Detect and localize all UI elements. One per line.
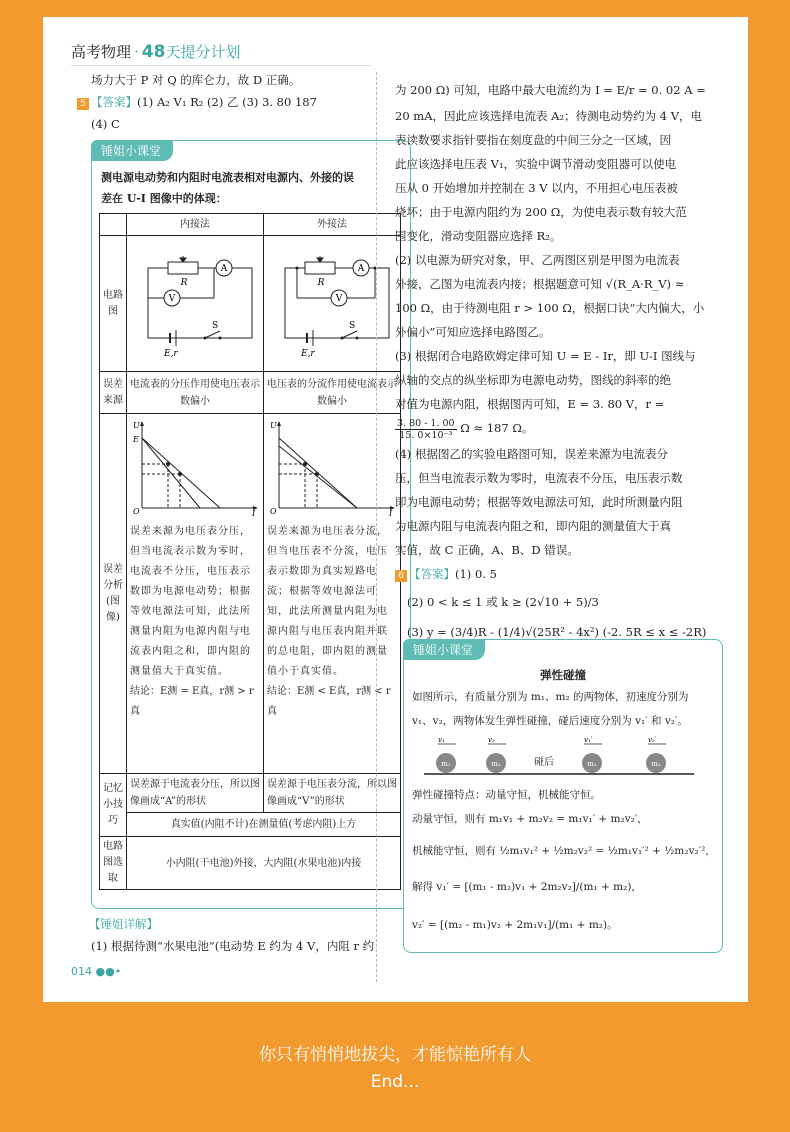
text-line: 围变化，滑动变阻器应选择 R₂。 [395, 229, 562, 243]
slogan: 你只有悄悄地拔尖，才能惊艳所有人 [259, 1045, 531, 1065]
answer-label: 【答案】 [409, 567, 455, 581]
detail-line: (1) 根据待测“水果电池”(电动势 E 约为 4 V，内阻 r 约 [91, 939, 375, 953]
svg-text:I: I [389, 509, 393, 516]
tip-box-title: 差在 U-I 图像中的体现： [101, 192, 227, 205]
svg-text:v₂′: v₂′ [648, 736, 657, 744]
svg-text:V: V [168, 294, 176, 304]
memory-common: 真实值(内阻不计)在测量值(考虑内阻)上方 [127, 813, 401, 837]
page-number: 014 ●●• [71, 965, 122, 978]
end-text: End... [370, 1072, 420, 1092]
svg-text:v₁′: v₁′ [584, 736, 593, 744]
book-title: 高考物理 [71, 43, 132, 61]
fraction-numerator: 3. 80 - 1. 00 [397, 417, 455, 429]
text-line: 如图所示，有质量分别为 m₁、m₂ 的两物体，初速度分别为 [412, 691, 689, 703]
text-line: 纵轴的交点的纵坐标即为电源电动势，图线的斜率的绝 [395, 373, 671, 387]
conclusion-outer: 结论：E测 < E真，r测 < r真 [267, 686, 391, 717]
col-header-outer: 外接法 [264, 214, 401, 236]
svg-text:E,r: E,r [301, 349, 315, 359]
text-line: 即为电源电动势；根据等效电源法可知，此时所测量内阻 [395, 495, 683, 509]
svg-text:S: S [349, 321, 356, 331]
source-inner: 电流表的分压作用使电压表示数偏小 [127, 372, 264, 414]
svg-text:I: I [252, 509, 256, 516]
question-badge: 5 [77, 98, 89, 110]
collision-diagram [424, 736, 694, 780]
fraction [395, 418, 457, 441]
svg-text:A: A [220, 264, 228, 274]
header-separator: · [134, 43, 139, 61]
answer-label: 【答案】 [91, 95, 137, 109]
svg-text:E: E [133, 435, 139, 444]
svg-text:O: O [133, 507, 140, 516]
page-header [71, 41, 240, 62]
text-line: 外偏小”可知应选择电路图乙。 [395, 325, 551, 339]
svg-text:O: O [270, 507, 277, 516]
text-line: (4) 根据图乙的实验电路图可知，误差来源为电流表分 [395, 447, 668, 461]
circuit-diagram-outer [267, 238, 397, 363]
col-header-inner: 内接法 [127, 214, 264, 236]
row-label-analysis: 误差分析(图像) [100, 414, 127, 774]
svg-text:E,r: E,r [164, 349, 178, 359]
fraction-rest: Ω ≈ 187 Ω。 [460, 421, 534, 435]
header-rule [71, 65, 371, 66]
text-line: 20 mA，因此应该选择电流表 A₂；待测电动势约为 4 V，电 [395, 109, 702, 123]
answer-text: (3) y = (3/4)R - (1/4)√(25R² - 4x²) (-2. 5R ≤ x ≤ -2R) [407, 625, 707, 639]
select-text: 小内阻(干电池)外接，大内阻(水果电池)内接 [127, 837, 401, 890]
analysis-outer [264, 414, 401, 774]
book-page [43, 17, 748, 1002]
svg-text:v₂: v₂ [488, 736, 495, 744]
tip-box-tag: 锤姐小课堂 [403, 639, 485, 660]
fraction-denominator: 15. 0×10⁻³ [399, 429, 453, 441]
question-badge: 6 [395, 570, 407, 582]
answer-text: (1) 0. 5 [455, 567, 497, 581]
conclusion-inner: 结论：E测 = E真，r测 > r真 [130, 686, 254, 717]
ui-graph-inner [130, 416, 260, 516]
page-number-text: 014 [71, 965, 92, 978]
answer-text: (4) C [91, 117, 120, 131]
text-line: 动量守恒，则有 m₁v₁ + m₂v₂ = m₁v₁′ + m₂v₂′， [412, 813, 648, 825]
svg-text:m₁: m₁ [441, 760, 451, 768]
tip-box-2 [403, 639, 723, 953]
row-label-memory: 记忆小技巧 [100, 774, 127, 837]
text-line: 解得 v₁′ = [(m₁ - m₂)v₁ + 2m₂v₂]/(m₁ + m₂)， [412, 881, 642, 893]
text-line: 为 200 Ω) 可知，电路中最大电流约为 I = E/r = 0. 02 A = [395, 83, 706, 97]
answer-text: (1) A₂ V₁ R₂ (2) 乙 (3) 3. 80 187 [137, 95, 317, 109]
svg-text:R: R [180, 278, 188, 288]
answer-5 [77, 91, 317, 113]
tip-box-title: 弹性碰撞 [540, 668, 586, 682]
text-line: 实值，故 C 正确，A、B、D 错误。 [395, 543, 579, 557]
text-line: 为电源内阻与电流表内阻之和，即内阻的测量值大于真 [395, 519, 671, 533]
svg-text:S: S [212, 321, 219, 331]
analysis-text-outer: 误差来源为电压表分流，但当电压表不分流，电压表示数即为真实短路电流；根据等效电源法可知，此法所测量内阻为电源内阻与电压表内阻并联的总电阻，即内阻的测量值小于真实值。 [267, 526, 388, 677]
text-line: 外接，乙图为电流表内接；根据题意可知 √(R_A·R_V) ≈ [395, 277, 685, 291]
text-line: 弹性碰撞特点：动量守恒，机械能守恒。 [412, 789, 601, 801]
svg-text:U: U [133, 421, 140, 430]
text-line: v₁、v₂，两物体发生弹性碰撞，碰后速度分别为 v₁′ 和 v₂′。 [412, 715, 688, 727]
svg-text:R: R [317, 278, 325, 288]
header-number: 48 [141, 42, 166, 62]
svg-text:U: U [270, 421, 277, 430]
row-label-circuit: 电路图 [100, 236, 127, 372]
svg-text:m₁: m₁ [587, 760, 597, 768]
text-line: 机械能守恒，则有 ½m₁v₁² + ½m₂v₂² = ½m₁v₁′² + ½m₂v₂′²， [412, 845, 716, 857]
answer-6 [395, 563, 497, 585]
text-line: (2) 以电源为研究对象，甲、乙两图区别是甲图为电流表 [395, 253, 680, 267]
table-corner [100, 214, 127, 236]
svg-text:m₂: m₂ [491, 760, 501, 768]
answer-text: (2) 0 < k ≤ 1 或 k ≥ (2√10 + 5)/3 [407, 595, 599, 609]
text-line: (3) 根据闭合电路欧姆定律可知 U = E - Ir，即 U-I 图线与 [395, 349, 696, 363]
svg-text:v₁: v₁ [438, 736, 445, 744]
text-line: 表读数要求指针要指在刻度盘的中间三分之一区域，因 [395, 133, 671, 147]
comparison-table [99, 213, 401, 890]
text-line: 对值为电源内阻，根据图丙可知，E = 3. 80 V，r = [395, 397, 665, 411]
tip-box-tag: 锤姐小课堂 [91, 140, 173, 161]
svg-text:V: V [335, 294, 343, 304]
row-label-select: 电路图选取 [100, 837, 127, 890]
circuit-outer [264, 236, 401, 372]
row-label-source: 误差来源 [100, 372, 127, 414]
tip-box-title: 测电源电动势和内阻时电流表相对电源内、外接的误 [101, 171, 354, 184]
svg-text:A: A [357, 264, 365, 274]
text-line: 烧坏；由于电源内阻约为 200 Ω，为使电表示数有较大范 [395, 205, 687, 219]
text-line: 此应该选择电压表 V₁，实验中调节滑动变阻器可以使电 [395, 157, 677, 171]
header-subtitle: 天提分计划 [165, 43, 241, 61]
fraction-line [395, 417, 533, 441]
analysis-inner [127, 414, 264, 774]
analysis-text-inner: 误差来源为电压表分压，但当电流表示数为零时，电流表不分压，电压表示数即为电源电动势；根据等效电源法可知，此法所测量内阻为电源内阻与电流表内阻之和，即内阻的测量值大于真实值。 [130, 526, 251, 677]
text-line: 100 Ω，由于待测电阻 r > 100 Ω，根据口诀“大内偏大，小 [395, 301, 705, 315]
svg-text:m₂: m₂ [651, 760, 661, 768]
ui-graph-outer [267, 416, 397, 516]
text-line: 场力大于 P 对 Q 的库仑力，故 D 正确。 [91, 73, 301, 87]
text-line: v₂′ = [(m₂ - m₁)v₂ + 2m₁v₁]/(m₁ + m₂)。 [412, 919, 618, 931]
column-divider [376, 72, 377, 982]
detail-label: 【锤姐详解】 [89, 917, 158, 931]
memory-inner: 误差源于电流表分压，所以图像画成“A”的形状 [127, 774, 264, 813]
after-label: 碰后 [534, 757, 554, 768]
memory-outer: 误差源于电压表分流，所以图像画成“V”的形状 [264, 774, 401, 813]
text-line: 压，但当电流表示数为零时，电流表不分压，电压表示数 [395, 471, 683, 485]
text-line: 压从 0 开始增加并控制在 3 V 以内，不用担心电压表被 [395, 181, 678, 195]
source-outer: 电压表的分流作用使电流表示数偏小 [264, 372, 401, 414]
circuit-inner [127, 236, 264, 372]
circuit-diagram-inner [130, 238, 260, 363]
